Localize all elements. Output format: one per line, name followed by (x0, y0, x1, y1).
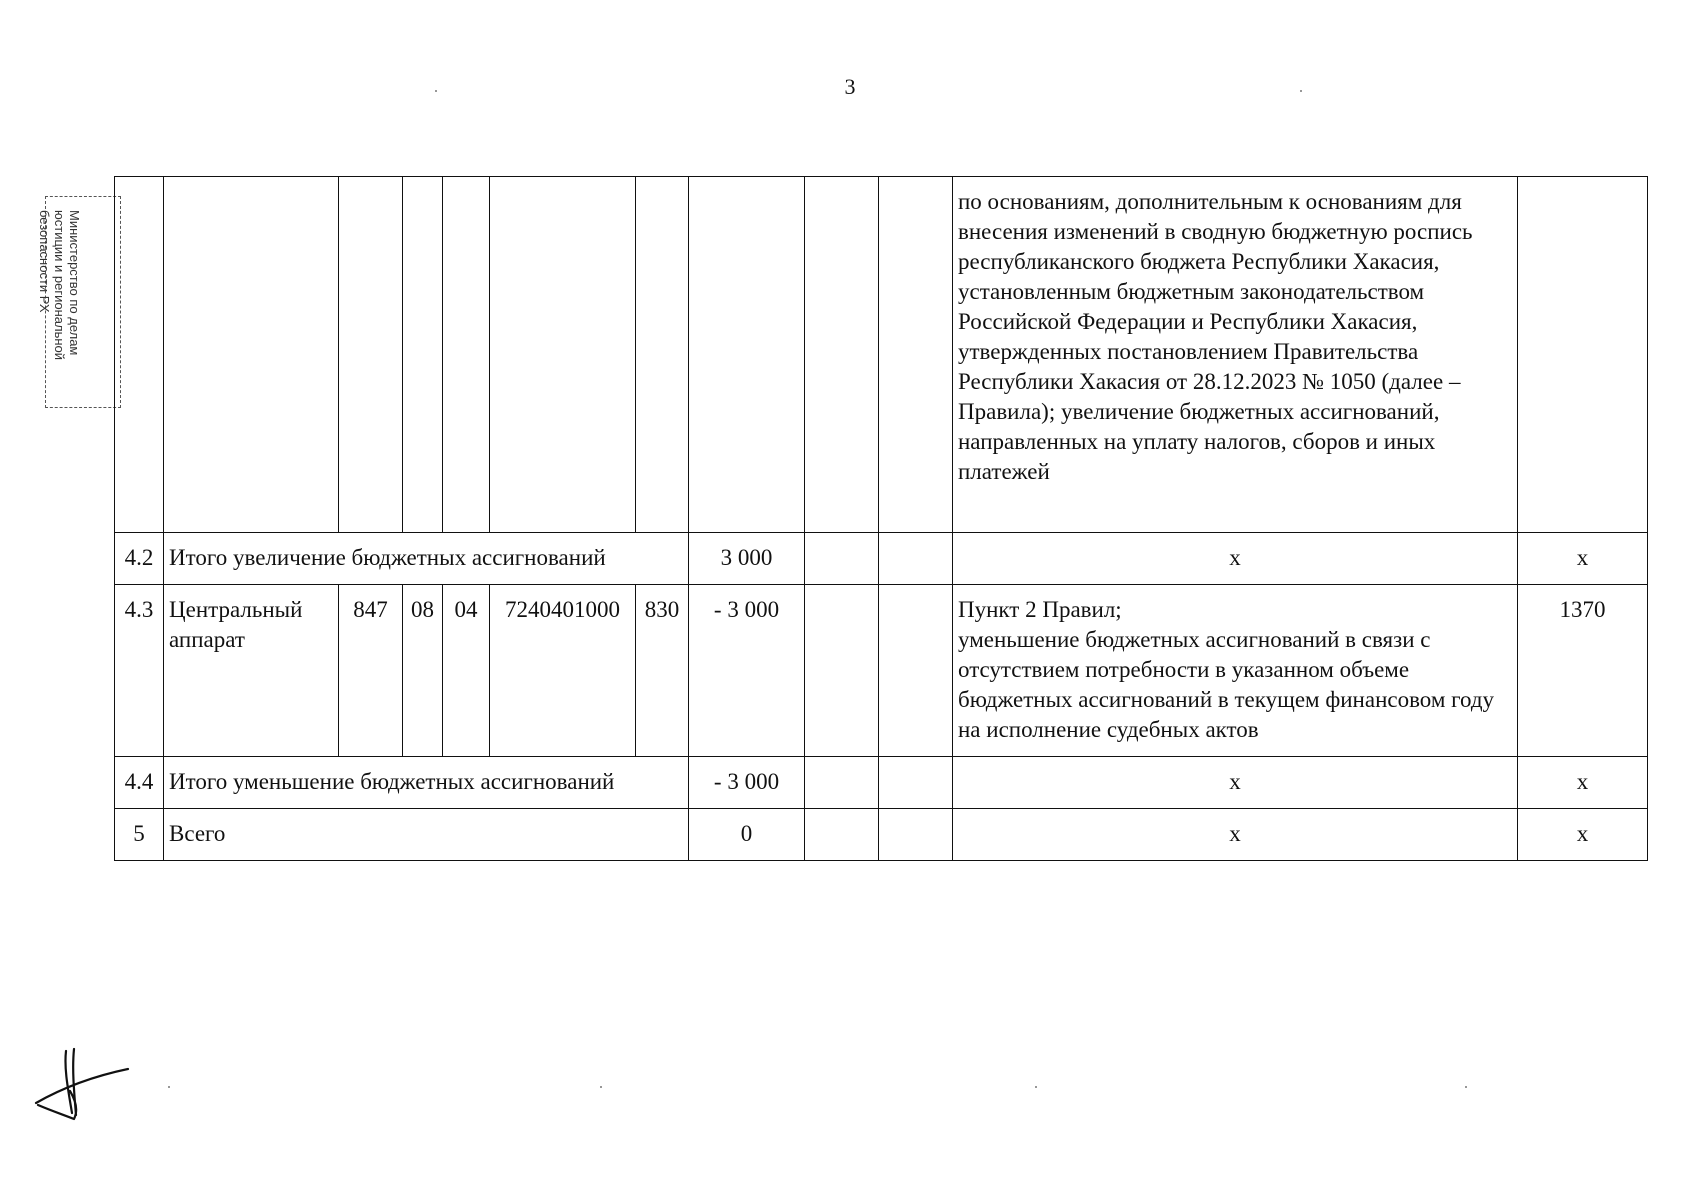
table-row-4-2 (115, 533, 1648, 585)
signature-mark (30, 1045, 140, 1125)
cell-empty-1 (805, 533, 879, 585)
cell-basis: х (953, 757, 1518, 809)
cell-code: 1370 (1518, 585, 1648, 757)
cell-num: 5 (115, 809, 164, 861)
cell-label: Всего (164, 809, 689, 861)
cell-label: Итого уменьшение бюджетных ассигнований (164, 757, 689, 809)
scan-dot (600, 1086, 602, 1088)
table-row-5 (115, 809, 1648, 861)
cell-basis: х (953, 533, 1518, 585)
cell-amount: 3 000 (689, 533, 805, 585)
cell-empty-1 (805, 809, 879, 861)
table-row-4-4 (115, 757, 1648, 809)
cell-grbs (339, 177, 403, 533)
cell-amount (689, 177, 805, 533)
budget-changes-table (114, 176, 1648, 861)
scan-dot (1465, 1086, 1467, 1088)
cell-rz: 08 (403, 585, 443, 757)
page-number: 3 (844, 74, 856, 99)
scan-dot (435, 90, 437, 92)
scan-dot (168, 1086, 170, 1088)
cell-amount: - 3 000 (689, 757, 805, 809)
cell-amount: - 3 000 (689, 585, 805, 757)
cell-basis (953, 585, 1518, 757)
cell-empty-2 (879, 757, 953, 809)
cell-rz (403, 177, 443, 533)
cell-amount: 0 (689, 809, 805, 861)
cell-code: х (1518, 757, 1648, 809)
cell-vr (636, 177, 689, 533)
cell-empty-1 (805, 757, 879, 809)
cell-csr: 7240401000 (490, 585, 636, 757)
cell-label: Итого увеличение бюджетных ассигнований (164, 533, 689, 585)
cell-code: х (1518, 809, 1648, 861)
cell-empty-2 (879, 533, 953, 585)
stamp-line: безопасности РХ (37, 210, 52, 313)
basis-line-1: Пункт 2 Правил; (958, 597, 1122, 622)
cell-grbs: 847 (339, 585, 403, 757)
stamp-text (37, 210, 82, 400)
cell-basis: по основаниям, дополнительным к основаниям для внесения изменений в сводную бюджетную роспись республиканского бюджета Республики Хакасия, установленным бюджетным законодательством Российской Федерации и Республики Хакасия, утвержденных постановлением Правительства Республики Хакасия от 28.12.2023 № 1050 (далее – Правила); увеличение бюджетных ассигнований, направленных на уплату налогов, сборов и иных платежей (953, 177, 1518, 533)
table-row-continuation (115, 177, 1648, 533)
cell-empty-2 (879, 809, 953, 861)
cell-num: 4.4 (115, 757, 164, 809)
table-row-4-3 (115, 585, 1648, 757)
stamp-line: Министерство по делам (67, 210, 82, 356)
stamp-line: юстиции и региональной (52, 210, 67, 361)
cell-empty-2 (879, 585, 953, 757)
scan-dot (1035, 1086, 1037, 1088)
basis-line-2: уменьшение бюджетных ассигнований в связи с отсутствием потребности в указанном объеме бюджетных ассигнований в текущем финансовом году на исполнение судебных актов (958, 627, 1495, 742)
cell-basis: х (953, 809, 1518, 861)
cell-code: х (1518, 533, 1648, 585)
cell-empty-2 (879, 177, 953, 533)
cell-empty-1 (805, 177, 879, 533)
cell-pr (443, 177, 490, 533)
cell-name (164, 177, 339, 533)
cell-code (1518, 177, 1648, 533)
cell-num: 4.2 (115, 533, 164, 585)
cell-vr: 830 (636, 585, 689, 757)
cell-pr: 04 (443, 585, 490, 757)
cell-empty-1 (805, 585, 879, 757)
scan-dot (1300, 90, 1302, 92)
cell-csr (490, 177, 636, 533)
cell-num: 4.3 (115, 585, 164, 757)
cell-num (115, 177, 164, 533)
cell-name: Центральный аппарат (164, 585, 339, 757)
